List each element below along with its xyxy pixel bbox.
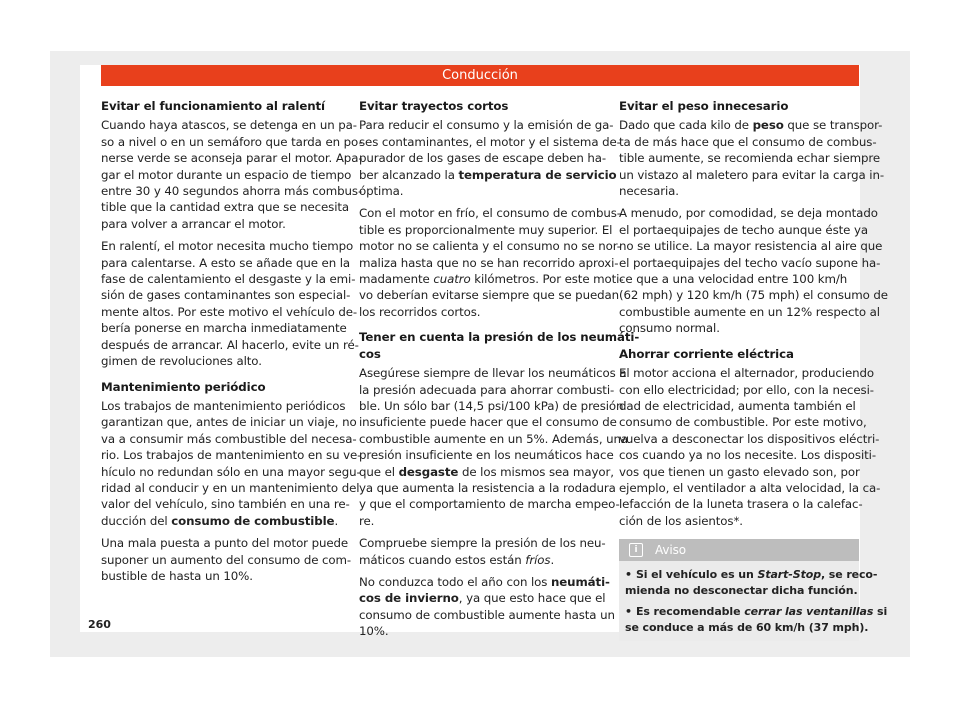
text-line: va a consumir más combustible del necesa-	[101, 431, 357, 446]
text-line: En ralentí, el motor necesita mucho tiempo	[101, 239, 354, 254]
text-line: mienda no desconectar dicha función.	[625, 583, 858, 597]
text-run: madamente	[359, 272, 434, 287]
text-line: vuelva a desconectar los dispositivos eléctri-	[619, 431, 880, 446]
paragraph	[619, 365, 881, 529]
text-line: Los trabajos de mantenimiento periódicos	[101, 398, 346, 413]
text-line: hículo no redundan sólo en una mayor segu-	[101, 464, 361, 479]
text-run: que el	[359, 464, 399, 479]
text-line: maliza hasta que no se han recorrido aproxi-	[359, 255, 619, 270]
heading-line: Tener en cuenta la presión de los neumáti-	[359, 330, 640, 345]
text-line: ya que aumenta la resistencia a la rodadura	[359, 480, 616, 495]
text-line: ejemplo, el ventilador a alta velocidad, la ca-	[619, 480, 881, 495]
text-line: ses contaminantes, el motor y el sistema de-	[359, 134, 621, 149]
text-run: máticos cuando estos están	[359, 552, 526, 567]
text-line: sión de gases contaminantes son especial-	[101, 288, 351, 303]
text-line: para calentarse. A esto se añade que en la	[101, 255, 351, 270]
notice-bullet	[619, 567, 878, 598]
notice-box	[619, 539, 888, 641]
text-line: tible aumente, se recomienda echar siempre	[619, 151, 881, 166]
text-line: vo deberían evitarse siempre que se puedan	[359, 288, 620, 303]
text-line: bería ponerse en marcha inmediatamente	[101, 321, 347, 336]
bold-term: temperatura de servicio	[458, 167, 617, 182]
text-line: óptima.	[359, 184, 404, 199]
paragraph	[359, 535, 606, 568]
text-line: gimen de revoluciones alto.	[101, 354, 262, 369]
paragraph	[359, 117, 621, 199]
section-title: Conducción	[442, 68, 518, 83]
text-line: re.	[359, 513, 375, 528]
text-line: el portaequipajes de techo aunque éste ya	[619, 222, 868, 237]
text-line: ridad al conducir y en un mantenimiento del	[101, 480, 360, 495]
column-3	[619, 98, 888, 641]
text-line	[359, 464, 614, 480]
heading-weight: Evitar el peso innecesario	[619, 99, 789, 113]
text-line	[625, 604, 888, 620]
text-run: ber alcanzado la	[359, 167, 459, 182]
text-line: Para reducir el consumo y la emisión de ga-	[359, 118, 614, 133]
text-run: si	[873, 605, 888, 619]
text-line: se conduce a más de 60 km/h (37 mph).	[625, 620, 869, 634]
text-line	[359, 574, 610, 590]
text-line: garantizan que, antes de iniciar un viaje, no	[101, 415, 357, 430]
heading-electricity: Ahorrar corriente eléctrica	[619, 346, 794, 361]
text-line: rio. Los trabajos de mantenimiento en su ve-	[101, 448, 362, 463]
heading-maintenance: Mantenimiento periódico	[101, 379, 266, 394]
text-line: bustible de hasta un 10%.	[101, 568, 253, 583]
text-line: purador de los gases de escape deben ha-	[359, 151, 607, 166]
bold-term: consumo de combustible	[171, 513, 335, 528]
italic-term: Start-Stop	[757, 568, 821, 582]
paragraph	[359, 574, 615, 640]
text-line: después de arrancar. Al hacerlo, evite un ré-	[101, 337, 359, 352]
text-line: Asegúrese siempre de llevar los neumáticos a	[359, 366, 627, 381]
text-line: mente altos. Por este motivo el vehículo de-	[101, 304, 358, 319]
text-line: consumo de combustible. Por este motivo,	[619, 415, 867, 430]
text-line: ción de los asientos*.	[619, 513, 743, 528]
info-icon: i	[629, 543, 643, 557]
text-line	[101, 513, 343, 529]
text-line: la presión adecuada para ahorrar combusti-	[359, 382, 615, 397]
text-line: A menudo, por comodidad, se deja montado	[619, 206, 878, 221]
text-line: ce que a una velocidad entre 100 km/h	[619, 272, 848, 287]
text-line	[359, 271, 624, 287]
text-line	[619, 117, 883, 133]
text-line	[359, 552, 601, 568]
column-2	[359, 98, 640, 646]
italic-term: cuatro	[433, 272, 471, 287]
paragraph	[101, 535, 352, 584]
text-line: consumo de combustible aumente hasta un	[359, 607, 615, 622]
paragraph	[619, 205, 888, 336]
text-run: Dado que cada kilo de	[619, 118, 753, 133]
paragraph	[619, 117, 884, 199]
text-run: Si el vehículo es un	[635, 568, 758, 582]
text-line: combustible aumente en un 5%. Además, una	[359, 431, 629, 446]
text-line: y que el comportamiento de marcha empeo-	[359, 497, 620, 512]
text-line: entre 30 y 40 segundos ahorra más combus-	[101, 184, 363, 199]
paragraph	[359, 205, 624, 320]
text-line: consumo normal.	[619, 321, 720, 336]
heading-short-trips: Evitar trayectos cortos	[359, 99, 509, 113]
text-line: valor del vehículo, sino también en una re-	[101, 497, 350, 512]
text-line: Cuando haya atascos, se detenga en un pa-	[101, 118, 357, 133]
text-line: Con el motor en frío, el consumo de combus-	[359, 206, 621, 221]
text-line: el portaequipajes del techo vacío supone ha-	[619, 255, 881, 270]
text-line: ble. Un sólo bar (14,5 psi/100 kPa) de presión	[359, 398, 624, 413]
bold-term: cos de invierno	[359, 591, 459, 606]
paragraph	[101, 238, 359, 369]
notice-title: Aviso	[655, 542, 687, 557]
text-line: necesaria.	[619, 184, 679, 199]
text-run: de los mismos sea mayor,	[458, 464, 614, 479]
text-line	[359, 590, 606, 606]
text-run: No conduzca todo el año con los	[359, 574, 551, 589]
text-run: kilómetros. Por este moti-	[470, 272, 624, 287]
bold-term: peso	[752, 118, 784, 133]
heading-tyre-pressure	[359, 329, 640, 362]
text-line: para volver a arrancar el motor.	[101, 216, 286, 231]
text-line: nerse verde se aconseja parar el motor. Apa-	[101, 151, 363, 166]
italic-term: fríos	[525, 552, 551, 567]
paragraph	[101, 398, 362, 529]
text-line: dad de electricidad, aumenta también el	[619, 398, 856, 413]
section-header	[101, 65, 859, 86]
text-line: fase de calentamiento el desgaste y la emi-	[101, 272, 356, 287]
text-line: ta de más hace que el consumo de combus-	[619, 134, 877, 149]
text-run: .	[334, 513, 339, 528]
text-line: 10%.	[359, 624, 389, 639]
text-run: ducción del	[101, 513, 172, 528]
text-line: Una mala puesta a punto del motor puede	[101, 536, 349, 551]
text-line	[625, 567, 878, 583]
text-line: con ello electricidad; por ello, con la necesi-	[619, 382, 874, 397]
paragraph	[101, 117, 363, 232]
text-line: motor no se calienta y el consumo no se nor-	[359, 239, 621, 254]
text-line: combustible aumente en un 12% respecto al	[619, 304, 880, 319]
bold-term: neumáti-	[550, 574, 610, 589]
text-line: insuficiente puede hacer que el consumo de	[359, 415, 617, 430]
text-run: .	[550, 552, 555, 567]
italic-term: cerrar las ventanillas	[744, 605, 874, 619]
text-line: presión insuficiente en los neumáticos hace	[359, 448, 614, 463]
text-line: tible que la cantidad extra que se necesita	[101, 200, 350, 215]
heading-line: cos	[359, 346, 381, 361]
text-line: El motor acciona el alternador, produciendo	[619, 366, 875, 381]
bullet-icon: •	[625, 568, 632, 582]
text-line: tible es proporcionalmente muy superior. El	[359, 222, 613, 237]
text-line: un vistazo al maletero para evitar la carga in-	[619, 167, 884, 182]
bold-term: desgaste	[398, 464, 459, 479]
text-line: suponer un aumento del consumo de com-	[101, 552, 352, 567]
notice-header	[619, 539, 859, 561]
text-line: gar el motor durante un espacio de tiempo	[101, 167, 352, 182]
notice-bullet	[619, 604, 888, 635]
text-line: cos cuando ya no los necesite. Los dispositi-	[619, 448, 876, 463]
text-line: (62 mph) y 120 km/h (75 mph) el consumo de	[619, 288, 888, 303]
column-1	[101, 98, 363, 590]
bullet-icon: •	[625, 605, 632, 619]
heading-idle: Evitar el funcionamiento al ralentí	[101, 99, 325, 113]
page-number: 260	[88, 618, 111, 631]
text-line: lefacción de la luneta trasera o la calefac-	[619, 497, 863, 512]
text-line: so a nivel o en un semáforo que tarda en po-	[101, 134, 363, 149]
text-run: que se transpor-	[783, 118, 883, 133]
text-line: vos que tienen un gasto elevado son, por	[619, 464, 860, 479]
text-line	[359, 167, 617, 183]
text-line: no se utilice. La mayor resistencia al aire que	[619, 239, 883, 254]
text-line: los recorridos cortos.	[359, 304, 481, 319]
paragraph	[359, 365, 629, 529]
text-line: Compruebe siempre la presión de los neu-	[359, 536, 606, 551]
text-run: , ya que esto hace que el	[458, 591, 606, 606]
text-run: , se reco-	[820, 568, 878, 582]
text-run: Es recomendable	[635, 605, 745, 619]
